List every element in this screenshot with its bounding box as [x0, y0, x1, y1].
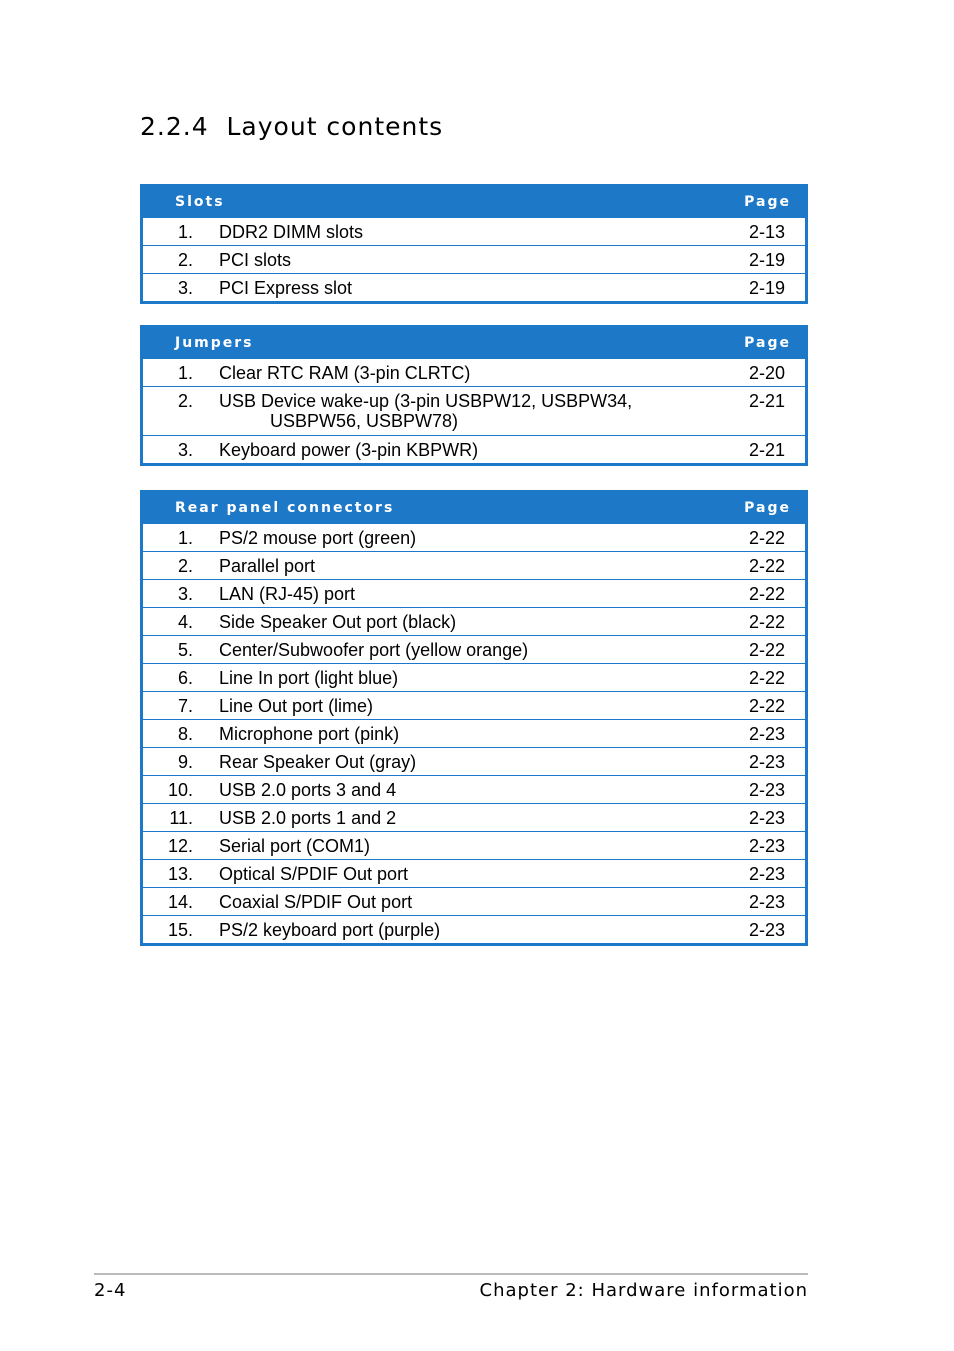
- row-number: 2.: [177, 556, 193, 576]
- row-label: USB Device wake-up (3-pin USBPW12, USBPW34,: [219, 391, 633, 411]
- section-heading: 2.2.4 Layout contents: [140, 112, 444, 141]
- row-page: 2-23: [748, 780, 785, 800]
- row-number: 3.: [177, 440, 193, 460]
- row-label: DDR2 DIMM slots: [219, 222, 364, 242]
- row-label: PCI Express slot: [219, 278, 353, 298]
- slots-table: [140, 184, 808, 304]
- rear-panel-table: [140, 490, 808, 946]
- table-row: [143, 887, 805, 915]
- row-label-continued: USBPW56, USBPW78): [270, 411, 459, 431]
- row-label: Optical S/PDIF Out port: [219, 864, 409, 884]
- row-page: 2-19: [748, 278, 785, 298]
- row-page: 2-20: [748, 363, 785, 383]
- row-label: Line In port (light blue): [219, 668, 399, 688]
- row-number: 3.: [177, 278, 193, 298]
- row-label: LAN (RJ-45) port: [219, 584, 356, 604]
- row-number: 11.: [169, 808, 193, 828]
- row-label: Microphone port (pink): [219, 724, 400, 744]
- row-label: Center/Subwoofer port (yellow orange): [219, 640, 529, 660]
- table-row: [143, 273, 805, 301]
- table-row: [143, 579, 805, 607]
- row-label: Coaxial S/PDIF Out port: [219, 892, 413, 912]
- row-label: PCI slots: [219, 250, 292, 270]
- page-number: 2-4: [94, 1280, 127, 1301]
- table-row: [143, 635, 805, 663]
- row-number: 6.: [177, 668, 193, 688]
- row-number: 1.: [177, 363, 193, 383]
- row-page: 2-23: [748, 864, 785, 884]
- row-label: Line Out port (lime): [219, 696, 374, 716]
- rear-panel-table-header: [143, 493, 805, 524]
- table-row: [143, 775, 805, 803]
- jumpers-header-label: Jumpers: [175, 335, 254, 351]
- row-number: 12.: [167, 836, 193, 856]
- row-number: 2.: [177, 391, 193, 411]
- row-number: 14.: [167, 892, 193, 912]
- row-page: 2-23: [748, 836, 785, 856]
- row-page: 2-21: [748, 391, 785, 411]
- row-page: 2-13: [748, 222, 785, 242]
- row-page: 2-22: [748, 668, 785, 688]
- row-number: 4.: [177, 612, 193, 632]
- row-page: 2-23: [748, 724, 785, 744]
- row-number: 3.: [177, 584, 193, 604]
- table-row: [143, 386, 805, 435]
- row-page: 2-23: [748, 920, 785, 940]
- jumpers-table: [140, 325, 808, 466]
- row-page: 2-22: [748, 612, 785, 632]
- row-label: Parallel port: [219, 556, 316, 576]
- row-label: Rear Speaker Out (gray): [219, 752, 417, 772]
- row-page: 2-23: [748, 892, 785, 912]
- table-row: [143, 524, 805, 551]
- row-number: 10.: [167, 780, 193, 800]
- row-page: 2-19: [748, 250, 785, 270]
- table-row: [143, 435, 805, 463]
- table-row: [143, 747, 805, 775]
- row-label: Side Speaker Out port (black): [219, 612, 457, 632]
- row-number: 15.: [167, 920, 193, 940]
- row-page: 2-22: [748, 640, 785, 660]
- row-page: 2-22: [748, 556, 785, 576]
- row-label: Clear RTC RAM (3-pin CLRTC): [219, 363, 471, 383]
- row-page: 2-22: [748, 584, 785, 604]
- table-row: [143, 551, 805, 579]
- jumpers-table-header: [143, 328, 805, 359]
- row-page: 2-23: [748, 752, 785, 772]
- row-label: PS/2 keyboard port (purple): [219, 920, 441, 940]
- table-row: [143, 803, 805, 831]
- row-page: 2-22: [748, 696, 785, 716]
- slots-header-label: Slots: [175, 194, 225, 210]
- slots-header-page: Page: [744, 194, 791, 210]
- row-number: 2.: [177, 250, 193, 270]
- row-label: Serial port (COM1): [219, 836, 371, 856]
- table-row: [143, 859, 805, 887]
- footer-divider: [94, 1273, 808, 1275]
- row-label: USB 2.0 ports 3 and 4: [219, 780, 397, 800]
- table-row: [143, 607, 805, 635]
- table-row: [143, 218, 805, 245]
- rear-panel-rows: [143, 524, 805, 943]
- table-row: [143, 245, 805, 273]
- chapter-title: Chapter 2: Hardware information: [479, 1280, 808, 1301]
- row-page: 2-22: [748, 528, 785, 548]
- row-number: 5.: [177, 640, 193, 660]
- table-row: [143, 915, 805, 943]
- table-row: [143, 831, 805, 859]
- row-number: 7.: [177, 696, 193, 716]
- slots-table-header: [143, 187, 805, 218]
- row-number: 1.: [177, 528, 193, 548]
- row-label: USB 2.0 ports 1 and 2: [219, 808, 397, 828]
- row-page: 2-21: [748, 440, 785, 460]
- row-number: 13.: [167, 864, 193, 884]
- table-row: [143, 663, 805, 691]
- row-number: 9.: [177, 752, 193, 772]
- table-row: [143, 691, 805, 719]
- row-number: 1.: [177, 222, 193, 242]
- jumpers-header-page: Page: [744, 335, 791, 351]
- row-label: PS/2 mouse port (green): [219, 528, 417, 548]
- table-row: [143, 719, 805, 747]
- row-number: 8.: [177, 724, 193, 744]
- table-row: [143, 359, 805, 386]
- row-label: Keyboard power (3-pin KBPWR): [219, 440, 479, 460]
- rear-panel-header-label: Rear panel connectors: [175, 500, 395, 516]
- row-page: 2-23: [748, 808, 785, 828]
- rear-panel-header-page: Page: [744, 500, 791, 516]
